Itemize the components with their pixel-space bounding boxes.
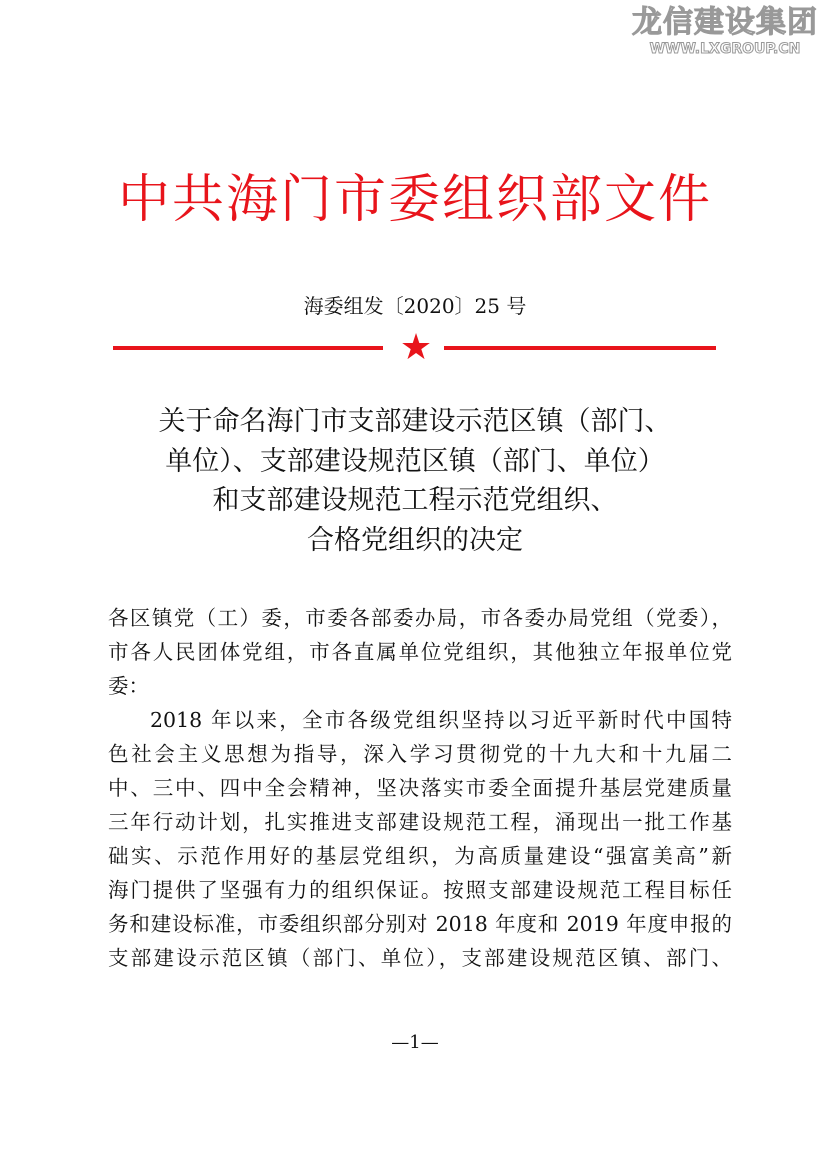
watermark-logo [632, 6, 818, 58]
watermark-name: 龙信建设集团 [632, 5, 818, 40]
body-line: 委： [108, 674, 149, 698]
body-line: 色社会主义思想为指导，深入学习贯彻党的十九大和十九届二 [108, 742, 732, 766]
document-title: 中共海门市委组织部文件 [117, 170, 712, 230]
heading-line: 合格党组织的决定 [307, 524, 523, 556]
body-line: 中、三中、四中全会精神，坚决落实市委全面提升基层党建质量 [108, 776, 732, 800]
body-line: 三年行动计划，扎实推进支部建设规范工程，涌现出一批工作基 [108, 810, 732, 834]
document-heading [0, 402, 830, 560]
watermark-url: WWW.LXGROUP.CN [649, 41, 801, 57]
body-line: 市各人民团体党组，市各直属单位党组织，其他独立年报单位党 [108, 640, 732, 664]
body-line: 2018 年以来，全市各级党组织坚持以习近平新时代中国特 [150, 708, 732, 732]
heading-line: 和支部建设规范工程示范党组织、 [212, 485, 618, 516]
body-line: 支部建设示范区镇（部门、单位），支部建设规范区镇、部门、 [108, 946, 732, 970]
page-number: —1— [391, 1032, 439, 1053]
document-number: 海委组发〔2020〕25 号 [303, 294, 527, 318]
body-line: 础实、示范作用好的基层党组织，为高质量建设“强富美高”新 [108, 844, 732, 868]
body-line: 务和建设标准，市委组织部分别对 2018 年度和 2019 年度申报的 [108, 912, 732, 936]
body-line: 各区镇党（工）委，市委各部委办局，市各委办局党组（党委）， [108, 606, 732, 630]
red-divider-right [444, 346, 716, 350]
body-line: 海门提供了坚强有力的组织保证。按照支部建设规范工程目标任 [108, 878, 732, 902]
heading-line: 单位）、支部建设规范区镇（部门、单位） [165, 445, 665, 477]
heading-line: 关于命名海门市支部建设示范区镇（部门、 [158, 406, 672, 437]
red-divider-left [113, 346, 383, 350]
red-star-icon: ★ [399, 327, 433, 368]
document-body [108, 601, 732, 975]
